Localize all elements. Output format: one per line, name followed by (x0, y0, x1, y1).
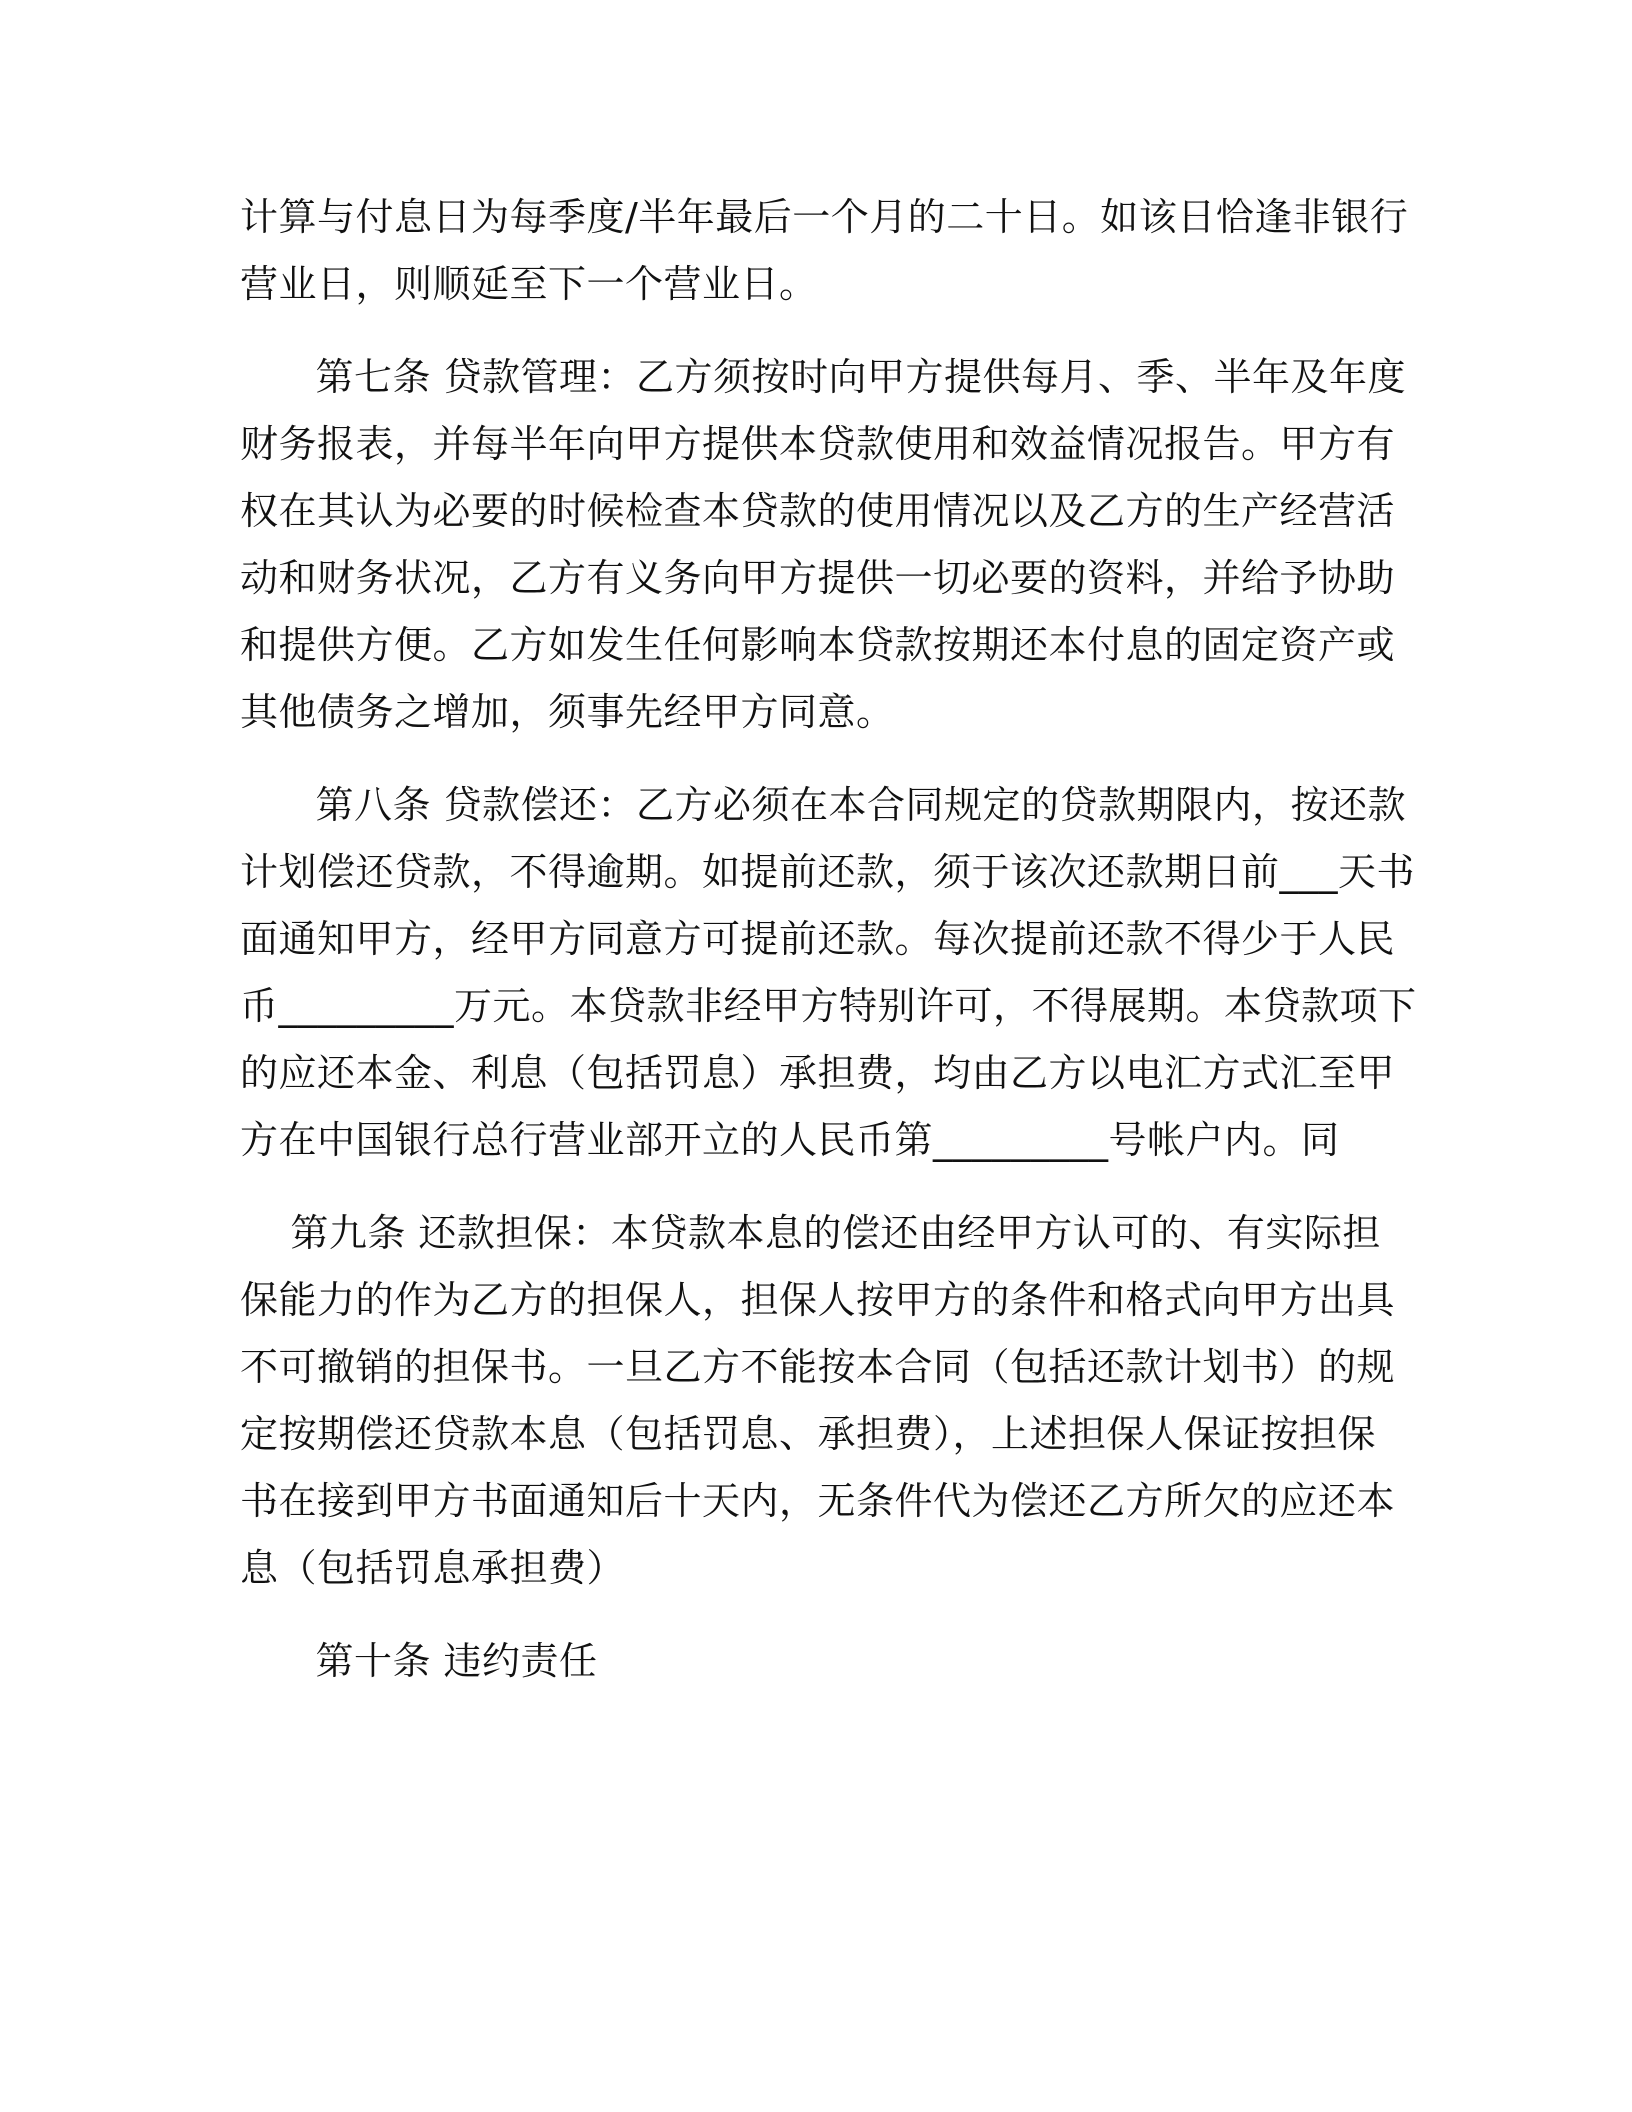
text-line: 定按期偿还贷款本息（包括罚息、承担费），上述担保人保证按担保 (240, 1412, 1377, 1456)
text-line: 第七条 贷款管理：乙方须按时向甲方提供每月、季、半年及年度 (240, 355, 1407, 399)
text-line: 第八条 贷款偿还：乙方必须在本合同规定的贷款期限内，按还款 (240, 783, 1407, 827)
text-line: 方在中国银行总行营业部开立的人民币第_________号帐户内。同 (240, 1118, 1340, 1162)
text-line: 动和财务状况，乙方有义务向甲方提供一切必要的资料，并给予协助 (240, 556, 1396, 600)
text-line: 和提供方便。乙方如发生任何影响本贷款按期还本付息的固定资产或 (240, 623, 1396, 667)
text-line: 计算与付息日为每季度/半年最后一个月的二十日。如该日恰逢非银行 (240, 195, 1409, 239)
text-line: 第九条 还款担保：本贷款本息的偿还由经甲方认可的、有实际担 (240, 1211, 1381, 1255)
text-line: 的应还本金、利息（包括罚息）承担费，均由乙方以电汇方式汇至甲 (240, 1051, 1396, 1095)
text-line: 不可撤销的担保书。一旦乙方不能按本合同（包括还款计划书）的规 (240, 1345, 1396, 1389)
text-line: 第十条 违约责任 (240, 1639, 598, 1683)
text-line: 面通知甲方，经甲方同意方可提前还款。每次提前还款不得少于人民 (240, 917, 1396, 961)
text-line: 息（包括罚息承担费） (240, 1546, 626, 1590)
text-line: 营业日，则顺延至下一个营业日。 (240, 262, 818, 306)
text-line: 其他债务之增加，须事先经甲方同意。 (240, 690, 895, 734)
text-line: 权在其认为必要的时候检查本贷款的使用情况以及乙方的生产经营活 (240, 489, 1396, 533)
text-line: 币_________万元。本贷款非经甲方特别许可，不得展期。本贷款项下 (240, 984, 1417, 1028)
text-line: 书在接到甲方书面通知后十天内，无条件代为偿还乙方所欠的应还本 (240, 1479, 1396, 1523)
text-line: 计划偿还贷款，不得逾期。如提前还款，须于该次还款期日前___天书 (240, 850, 1416, 894)
text-line: 保能力的作为乙方的担保人，担保人按甲方的条件和格式向甲方出具 (240, 1278, 1396, 1322)
text-line: 财务报表，并每半年向甲方提供本贷款使用和效益情况报告。甲方有 (240, 422, 1396, 466)
